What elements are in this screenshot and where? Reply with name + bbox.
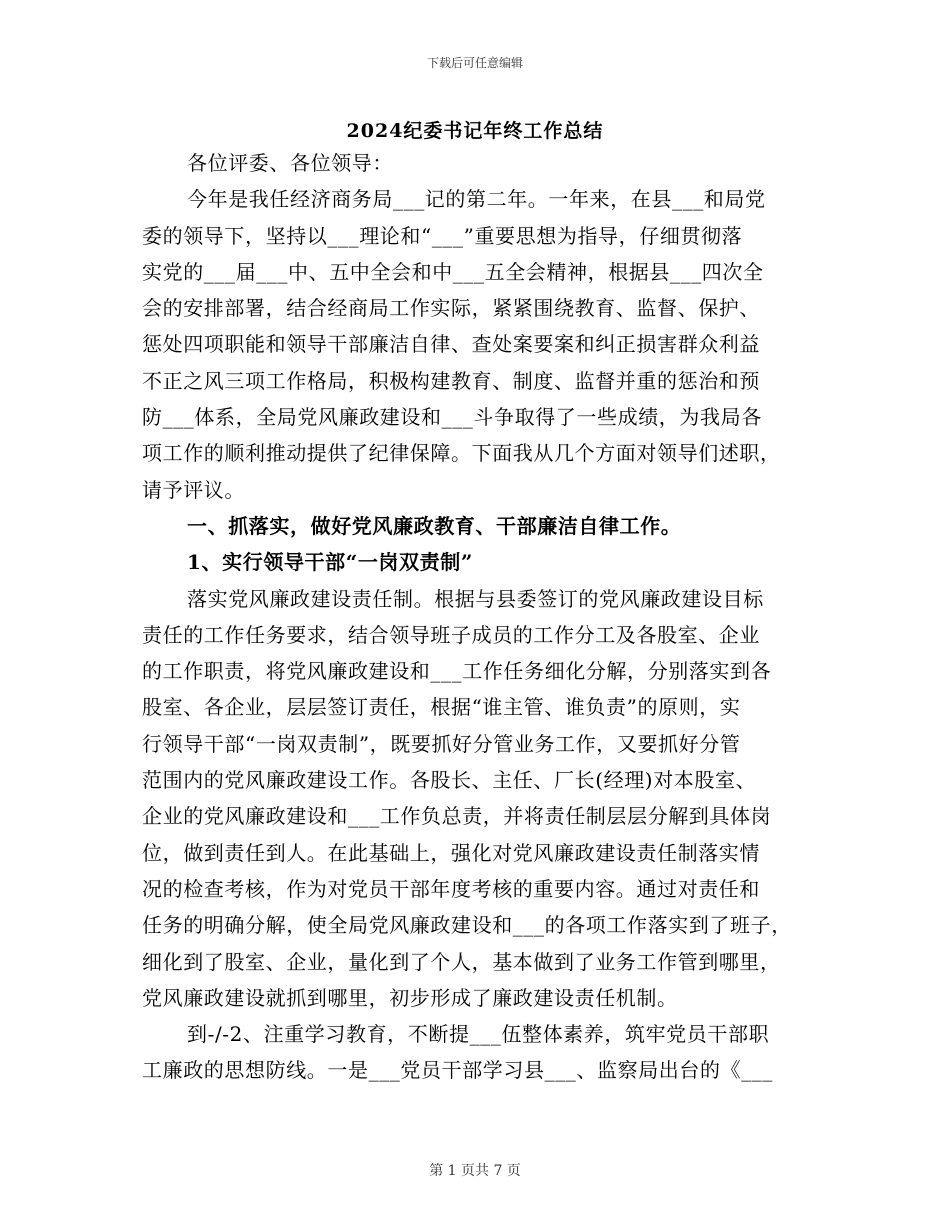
paragraph-line: 会的安排部署，结合经商局工作实际，紧紧围绕教育、监督、保护、 bbox=[142, 296, 760, 321]
paragraph-line: 位，做到责任到人。在此基础上，强化对党风廉政建设责任制落实情 bbox=[142, 840, 760, 865]
paragraph-line: 行领导干部“一岗双责制”，既要抓好分管业务工作，又要抓好分管 bbox=[142, 731, 741, 756]
paragraph-line: 况的检查考核，作为对党员干部年度考核的重要内容。通过对责任和 bbox=[142, 876, 760, 901]
paragraph-line: 项工作的顺利推动提供了纪律保障。下面我从几个方面对领导们述职， bbox=[142, 441, 781, 466]
paragraph-line: 工廉政的思想防线。一是___党员干部学习县___、监察局出台的《___ bbox=[142, 1058, 773, 1083]
paragraph-line: 委的领导下，坚持以___理论和“___”重要思想为指导，仔细贯彻落 bbox=[142, 223, 743, 248]
page-number-footer: 第 1 页共 7 页 bbox=[429, 1163, 521, 1179]
paragraph-line: 股室、各企业，层层签订责任，根据“谁主管、谁负责”的原则，实 bbox=[142, 695, 741, 720]
salutation-line: 各位评委、各位领导： bbox=[187, 151, 393, 175]
paragraph-line: 今年是我任经济商务局___记的第二年。一年来，在县___和局党 bbox=[187, 187, 766, 212]
subsection-heading: 1、实行领导干部“一岗双责制” bbox=[187, 550, 473, 575]
paragraph-line: 细化到了股室、企业，量化到了个人，基本做到了业务工作管到哪里， bbox=[142, 949, 781, 974]
paragraph-line: 不正之风三项工作格局，积极构建教育、制度、监督并重的惩治和预 bbox=[142, 368, 760, 393]
page-header-note: 下载后可任意编辑 bbox=[426, 56, 523, 70]
paragraph-line: 实党的___届___中、五中全会和中___五全会精神，根据县___四次全 bbox=[142, 259, 764, 284]
paragraph-line: 范围内的党风廉政建设工作。各股长、主任、厂长(经理)对本股室、 bbox=[142, 768, 757, 793]
paragraph-line: 防___体系，全局党风廉政建设和___斗争取得了一些成绩，为我局各 bbox=[142, 405, 762, 430]
paragraph-line: 责任的工作任务要求，结合领导班子成员的工作分工及各股室、企业 bbox=[142, 622, 760, 647]
section-heading: 一、抓落实，做好党风廉政教育、干部廉洁自律工作。 bbox=[187, 513, 682, 538]
paragraph-line: 到-/-2、注重学习教育，不断提___伍整体素养，筑牢党员干部职 bbox=[187, 1022, 770, 1047]
document-body bbox=[142, 145, 814, 1089]
paragraph-line: 请予评议。 bbox=[142, 477, 245, 502]
document-title: 2024纪委书记年终工作总结 bbox=[346, 120, 604, 142]
paragraph-line: 惩处四项职能和领导干部廉洁自律、查处案要案和纠正损害群众利益 bbox=[142, 332, 760, 357]
paragraph-line: 任务的明确分解，使全局党风廉政建设和___的各项工作落实到了班子， bbox=[142, 913, 792, 938]
paragraph-line: 党风廉政建设就抓到哪里，初步形成了廉政建设责任机制。 bbox=[142, 985, 678, 1010]
paragraph-line: 的工作职责，将党风廉政建设和___工作任务细化分解，分别落实到各 bbox=[142, 659, 772, 684]
paragraph-line: 落实党风廉政建设责任制。根据与县委签订的党风廉政建设目标 bbox=[187, 586, 764, 611]
paragraph-line: 企业的党风廉政建设和___工作负总责，并将责任制层层分解到具体岗 bbox=[142, 804, 772, 829]
